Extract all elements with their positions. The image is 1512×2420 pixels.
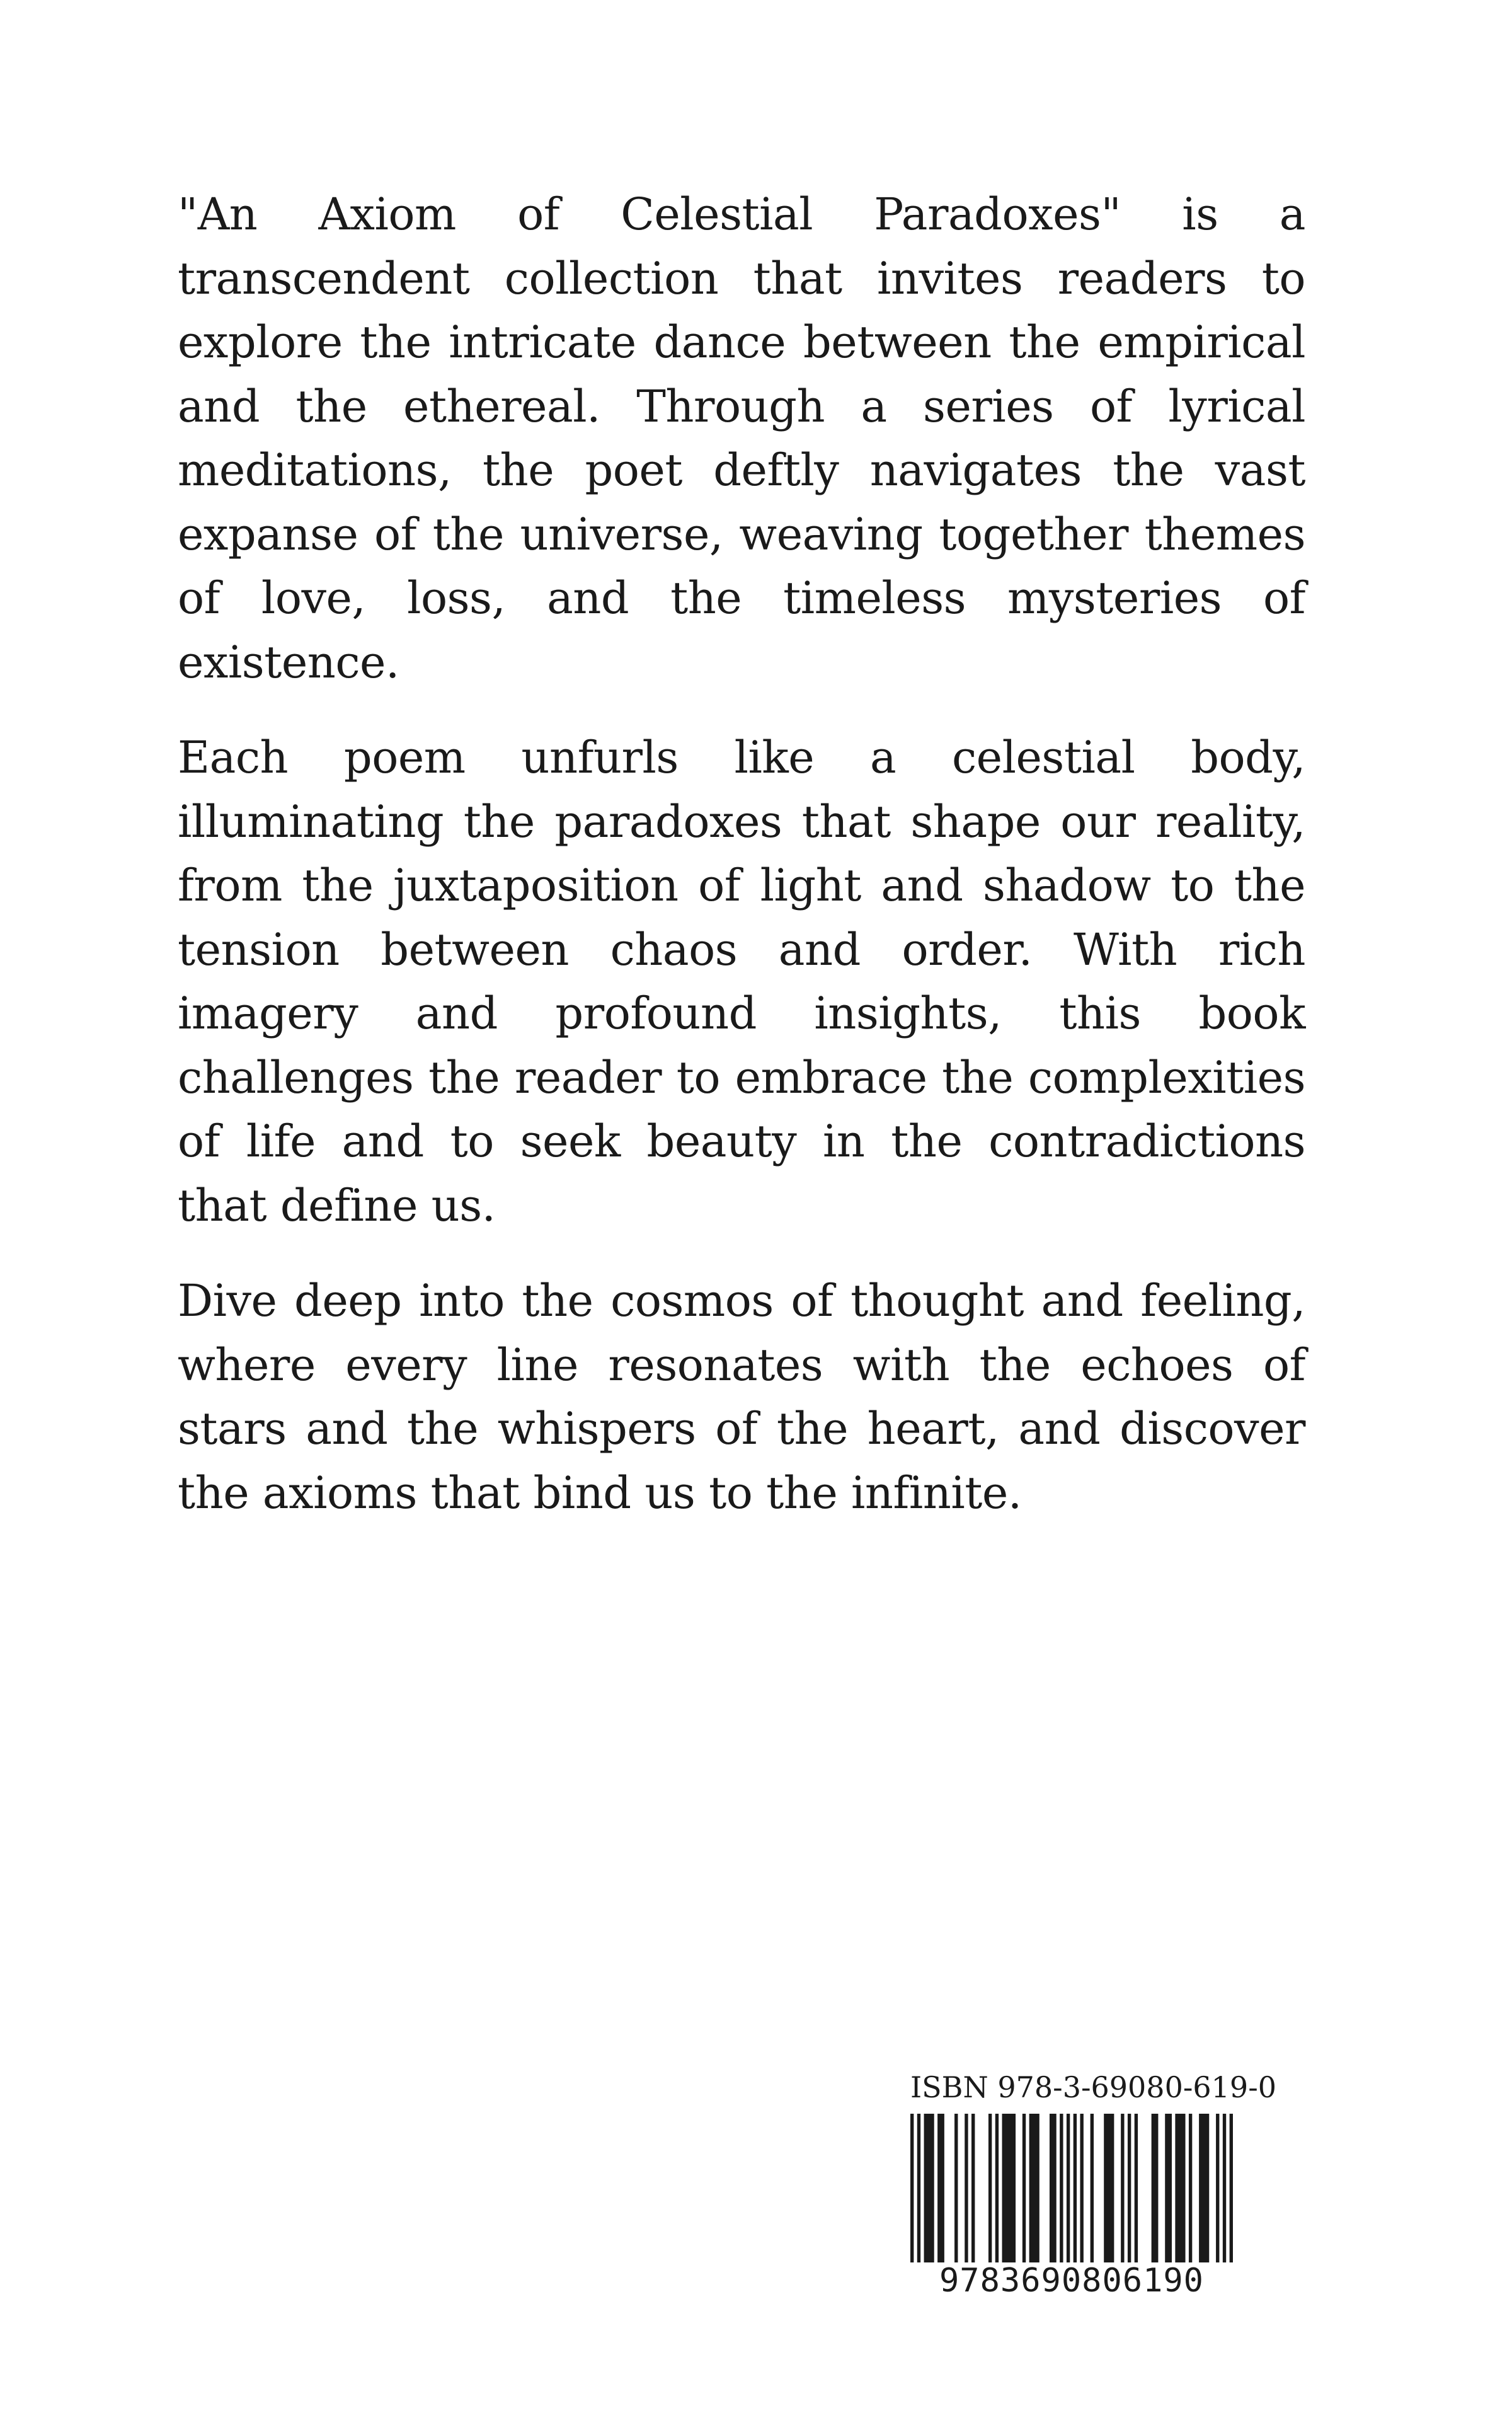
barcode-bar-24 bbox=[1175, 2114, 1185, 2262]
barcode-bar-22 bbox=[1152, 2114, 1159, 2262]
barcode-bar-26 bbox=[1199, 2114, 1209, 2262]
barcode-bar-15 bbox=[1074, 2114, 1077, 2262]
barcode-bar-9 bbox=[1002, 2114, 1016, 2262]
barcode-bar-27 bbox=[1216, 2114, 1219, 2262]
barcode-bar-10 bbox=[1022, 2114, 1026, 2262]
barcode-bar-13 bbox=[1060, 2114, 1063, 2262]
barcode-bar-4 bbox=[954, 2114, 958, 2262]
barcode-digits: 9783690806190 bbox=[939, 2262, 1204, 2300]
description-paragraph-3: Dive deep into the cosmos of thought and feeling, where every line resonates with the echoes of stars and the whispers of the heart, and discover the axioms that bind us to the infinite. bbox=[178, 1275, 1305, 1519]
barcode-bar-5 bbox=[965, 2114, 968, 2262]
barcode-bar-29 bbox=[1230, 2114, 1233, 2262]
barcode-bar-28 bbox=[1223, 2114, 1226, 2262]
isbn-barcode bbox=[910, 2068, 1276, 2302]
barcode-bar-8 bbox=[995, 2114, 999, 2262]
barcode-bar-18 bbox=[1104, 2114, 1114, 2262]
barcode-bar-1 bbox=[917, 2114, 920, 2262]
barcode-bar-17 bbox=[1091, 2114, 1094, 2262]
barcode-bar-7 bbox=[988, 2114, 992, 2262]
barcode-bar-25 bbox=[1189, 2114, 1192, 2262]
barcode-bars bbox=[910, 2114, 1233, 2262]
barcode-bar-16 bbox=[1080, 2114, 1083, 2262]
description-paragraph-2: Each poem unfurls like a celestial body, illuminating the paradoxes that shape our reality, from the juxtaposition of light and shadow to the tension between chaos and order. With rich imagery and profound insights, this book challenges the reader to embrace the complexities of life and to seek beauty in the contradictions that define us. bbox=[178, 732, 1305, 1231]
book-description bbox=[178, 183, 1305, 1557]
barcode-bar-19 bbox=[1121, 2114, 1124, 2262]
barcode-bar-20 bbox=[1128, 2114, 1131, 2262]
barcode-bar-23 bbox=[1165, 2114, 1172, 2262]
barcode-bar-21 bbox=[1135, 2114, 1138, 2262]
barcode-bar-12 bbox=[1050, 2114, 1057, 2262]
barcode-bar-11 bbox=[1029, 2114, 1040, 2262]
barcode-bar-6 bbox=[971, 2114, 975, 2262]
barcode-bar-3 bbox=[937, 2114, 944, 2262]
barcode-bar-0 bbox=[910, 2114, 914, 2262]
isbn-label: ISBN 978-3-69080-619-0 bbox=[910, 2070, 1276, 2104]
description-paragraph-1: "An Axiom of Celestial Paradoxes" is a transcendent collection that invites readers to explore the intricate dance between the empirical and the ethereal. Through a series of lyrical meditations, the poet deftly navigates the vast expanse of the universe, weaving together themes of love, loss, and the timeless mysteries of existence. bbox=[178, 188, 1305, 688]
barcode-bar-2 bbox=[924, 2114, 934, 2262]
barcode-bar-14 bbox=[1067, 2114, 1070, 2262]
